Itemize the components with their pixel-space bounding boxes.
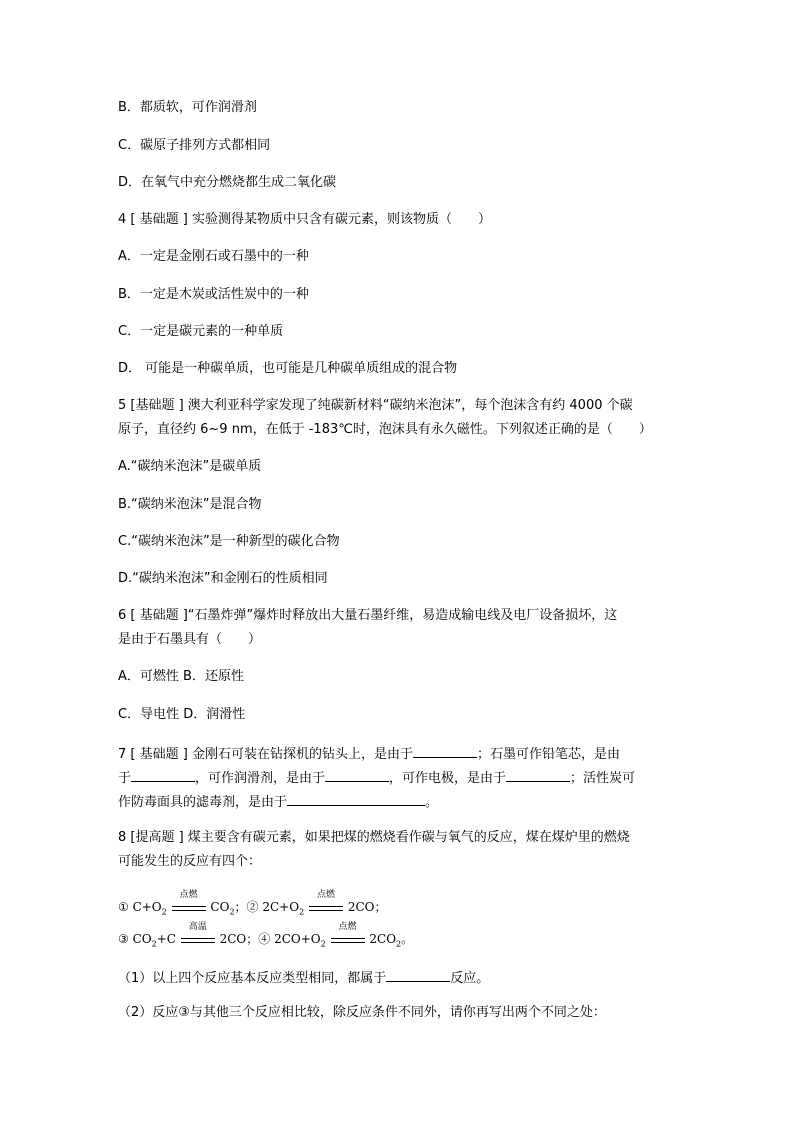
subscript: 2: [320, 939, 326, 949]
subscript: 2: [151, 939, 157, 949]
q4-option-d: D． 可能是一种碳单质，也可能是几种碳单质组成的混合物: [118, 361, 458, 376]
answer-blank[interactable]: [325, 767, 389, 782]
equation-3-product: 2CO；: [219, 932, 259, 946]
condition-label: 点燃: [338, 922, 357, 932]
equation-1-product: CO: [210, 900, 230, 914]
equation-2-product: 2CO；: [347, 900, 387, 914]
reaction-condition: [172, 890, 206, 911]
question-7-line-1: [118, 743, 620, 764]
q5-option-a: A.“碳纳米泡沫”是碳单质: [118, 459, 262, 474]
condition-label: 点燃: [179, 890, 198, 900]
reaction-condition: [181, 922, 215, 943]
q8-text: （1）以上四个反应基本反应类型相同，都属于: [118, 971, 387, 986]
question-8-line-1: 8 [提高题 ] 煤主要含有碳元素，如果把煤的燃烧看作碳与氧气的反应，煤在煤炉里的燃烧: [118, 830, 630, 845]
q7-text: ；活性炭可: [570, 771, 636, 786]
condition-label: 点燃: [316, 890, 335, 900]
q5-option-d: D.“碳纳米泡沫”和金刚石的性质相同: [118, 571, 328, 586]
question-7-line-2: [118, 767, 635, 788]
question-5-line-1: 5 [基础题 ] 澳大利亚科学家发现了纯碳新材料“碳纳米泡沫”，每个泡沫含有约 4000 个碳: [118, 398, 633, 413]
q7-text: 作防毒面具的滤毒剂，是由于: [118, 795, 288, 810]
q7-text: 于: [118, 771, 132, 786]
reaction-condition: [331, 922, 365, 943]
subscript: 2: [299, 907, 305, 917]
q7-text: ；石墨可作铅笔芯，是由: [476, 747, 620, 762]
q4-option-a: A．一定是金刚石或石墨中的一种: [118, 249, 309, 264]
q5-option-c: C.“碳纳米泡沫”是一种新型的碳化合物: [118, 534, 340, 549]
equals-sign: [309, 906, 343, 911]
question-5-line-2: 原子，直径约 6~9 nm，在低于 -183℃时，泡沫具有永久磁性。下列叙述正确的是（ ）: [118, 422, 652, 437]
answer-blank[interactable]: [287, 791, 425, 806]
q7-text: 7 [ 基础题 ] 金刚石可装在钻探机的钻头上，是由于: [118, 747, 413, 762]
q4-option-c: C．一定是碳元素的一种单质: [118, 324, 284, 339]
q5-option-b: B.“碳纳米泡沫”是混合物: [118, 497, 262, 512]
condition-label: 高温: [188, 922, 207, 932]
q8-sub-1: [118, 967, 489, 988]
equation-3-reactants: ③ CO: [118, 932, 152, 946]
equals-sign: [331, 938, 365, 943]
equation-3-reactants: +C: [156, 932, 176, 946]
equation-4-reactants: ④ 2CO+O: [258, 932, 321, 946]
answer-blank[interactable]: [386, 967, 450, 982]
subscript: 2: [161, 907, 167, 917]
reaction-condition: [309, 890, 343, 911]
q8-sub-2: （2）反应③与其他三个反应相比较，除反应条件不同外，请你再写出两个不同之处：: [118, 1005, 606, 1020]
question-8-line-2: 可能发生的反应有四个：: [118, 854, 262, 869]
question-4: 4 [ 基础题 ] 实验测得某物质中只含有碳元素，则该物质（ ）: [118, 212, 491, 227]
subscript: 2: [229, 907, 235, 917]
equals-sign: [172, 906, 206, 911]
q7-text: ，可作电极，是由于: [389, 771, 507, 786]
q4-option-b: B．一定是木炭或活性炭中的一种: [118, 287, 309, 302]
option-b: B．都质软，可作润滑剂: [118, 100, 257, 115]
equation-end: 。: [401, 932, 414, 946]
equation-row-1: [118, 890, 387, 917]
question-7-line-3: [118, 791, 438, 812]
q7-text: 。: [425, 795, 439, 810]
equation-2-reactants: ；② 2C+O: [234, 900, 300, 914]
equation-row-2: [118, 922, 414, 949]
question-6-line-2: 是由于石墨具有（ ）: [118, 632, 262, 647]
equation-4-product: 2CO: [369, 932, 397, 946]
option-d: D．在氧气中充分燃烧都生成二氧化碳: [118, 175, 337, 190]
option-c: C．碳原子排列方式都相同: [118, 138, 271, 153]
subscript: 2: [396, 939, 402, 949]
q6-options-ab: A．可燃性 B．还原性: [118, 669, 244, 684]
q8-text: 反应。: [450, 971, 490, 986]
equals-sign: [181, 938, 215, 943]
question-6-line-1: 6 [ 基础题 ]“石墨炸弹”爆炸时释放出大量石墨纤维，易造成输电线及电厂设备损坏，这: [118, 608, 618, 623]
answer-blank[interactable]: [131, 767, 195, 782]
q7-text: ，可作润滑剂，是由于: [195, 771, 326, 786]
answer-blank[interactable]: [413, 743, 477, 758]
equation-1-reactants: ① C+O: [118, 900, 162, 914]
q6-options-cd: C．导电性 D．润滑性: [118, 707, 246, 722]
answer-blank[interactable]: [506, 767, 570, 782]
